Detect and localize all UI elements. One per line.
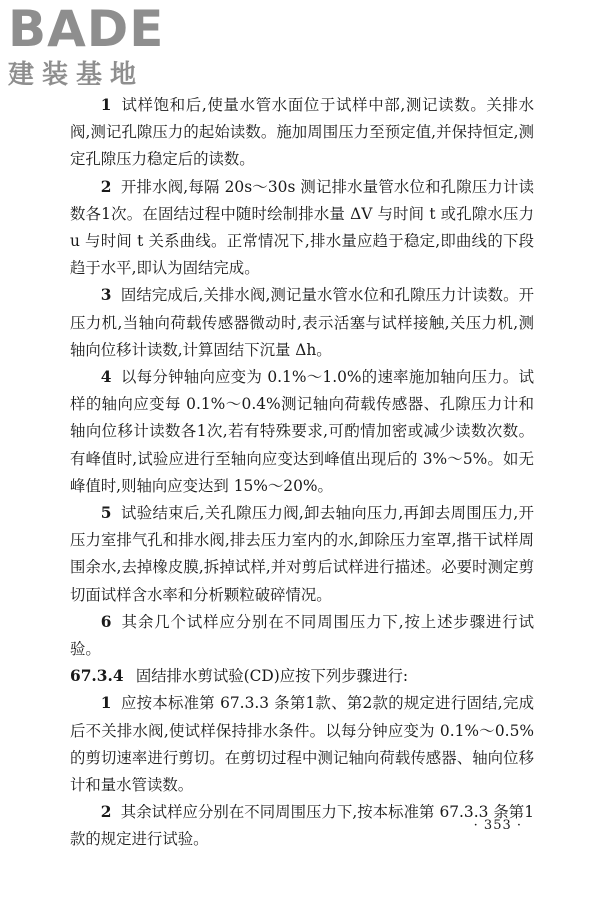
clause-item-1 (70, 690, 534, 799)
logo-text: BADE (8, 0, 165, 58)
page-number: · 353 · (473, 818, 522, 833)
item-number: 1 (100, 694, 112, 713)
paragraph-text: 其余几个试样应分别在不同周围压力下,按上述步骤进行试验。 (70, 612, 534, 659)
item-text: 其余试样应分别在不同周围压力下,按本标准第 67.3.3 条第1款的规定进行试验。 (70, 803, 534, 849)
paragraph-number: 1 (100, 96, 112, 114)
paragraph-5 (70, 500, 534, 609)
paragraph-text: 试验结束后,关孔隙压力阀,卸去轴向压力,再卸去周围压力,开压力室排气孔和排水阀,排去压力室内的水,卸除压力室罩,揩干试样周围余水,去掉橡皮膜,拆掉试样,并对剪后试样进行描述。必要时测定剪切面试样含水率和分析颗粒破碎情况。 (70, 504, 534, 604)
paragraph-text: 试样饱和后,使量水管水面位于试样中部,测记读数。关排水阀,测记孔隙压力的起始读数。施加周围压力至预定值,并保持恒定,测定孔隙压力稳定后的读数。 (70, 96, 534, 169)
paragraph-number: 6 (100, 612, 112, 631)
clause-item-2 (70, 799, 534, 853)
paragraph-number: 4 (100, 368, 112, 387)
paragraph-3 (70, 282, 534, 364)
paragraph-number: 2 (100, 177, 112, 196)
paragraph-number: 3 (100, 286, 112, 305)
paragraph-text: 以每分钟轴向应变为 0.1%～1.0%的速率施加轴向压力。试样的轴向应变每 0.1%～0.4%测记轴向荷载传感器、孔隙压力计和轴向位移计读数各1次,若有特殊要求,可酌情加密或减少读数次数。有峰值时,试验应进行至轴向应变达到峰值出现后的 3%～5%。如无峰值时,则轴向应变达到 15%～20%。 (70, 368, 534, 495)
paragraph-text: 固结完成后,关排水阀,测记量水管水位和孔隙压力计读数。开压力机,当轴向荷载传感器微动时,表示活塞与试样接触,关压力机,测轴向位移计读数,计算固结下沉量 Δh。 (70, 286, 534, 359)
clause-number: 67.3.4 (70, 667, 124, 686)
clause-text: 固结排水剪试验(CD)应按下列步骤进行: (135, 667, 409, 686)
logo-subtitle: 建装基地 (8, 60, 145, 90)
paragraph-4 (70, 364, 534, 500)
paragraph-text: 开排水阀,每隔 20s～30s 测记排水量管水位和孔隙压力计读数各1次。在固结过程中随时绘制排水量 ΔV 与时间 t 或孔隙水压力 u 与时间 t 关系曲线。正常情况下,排水量应趋于稳定,即曲线的下段趋于水平,即认为固结完成。 (70, 177, 534, 278)
paragraph-1 (70, 92, 534, 174)
paragraph-6 (70, 609, 534, 663)
item-number: 2 (100, 803, 112, 822)
document-body (70, 92, 534, 854)
item-text: 应按本标准第 67.3.3 条第1款、第2款的规定进行固结,完成后不关排水阀,使试样保持排水条件。以每分钟应变为 0.1%～0.5%的剪切速率进行剪切。在剪切过程中测记轴向荷载传感器、轴向位移计和量水管读数。 (70, 694, 534, 795)
paragraph-2 (70, 174, 534, 283)
watermark-logo (8, 0, 183, 90)
clause-heading (70, 663, 534, 690)
paragraph-number: 5 (100, 504, 112, 523)
